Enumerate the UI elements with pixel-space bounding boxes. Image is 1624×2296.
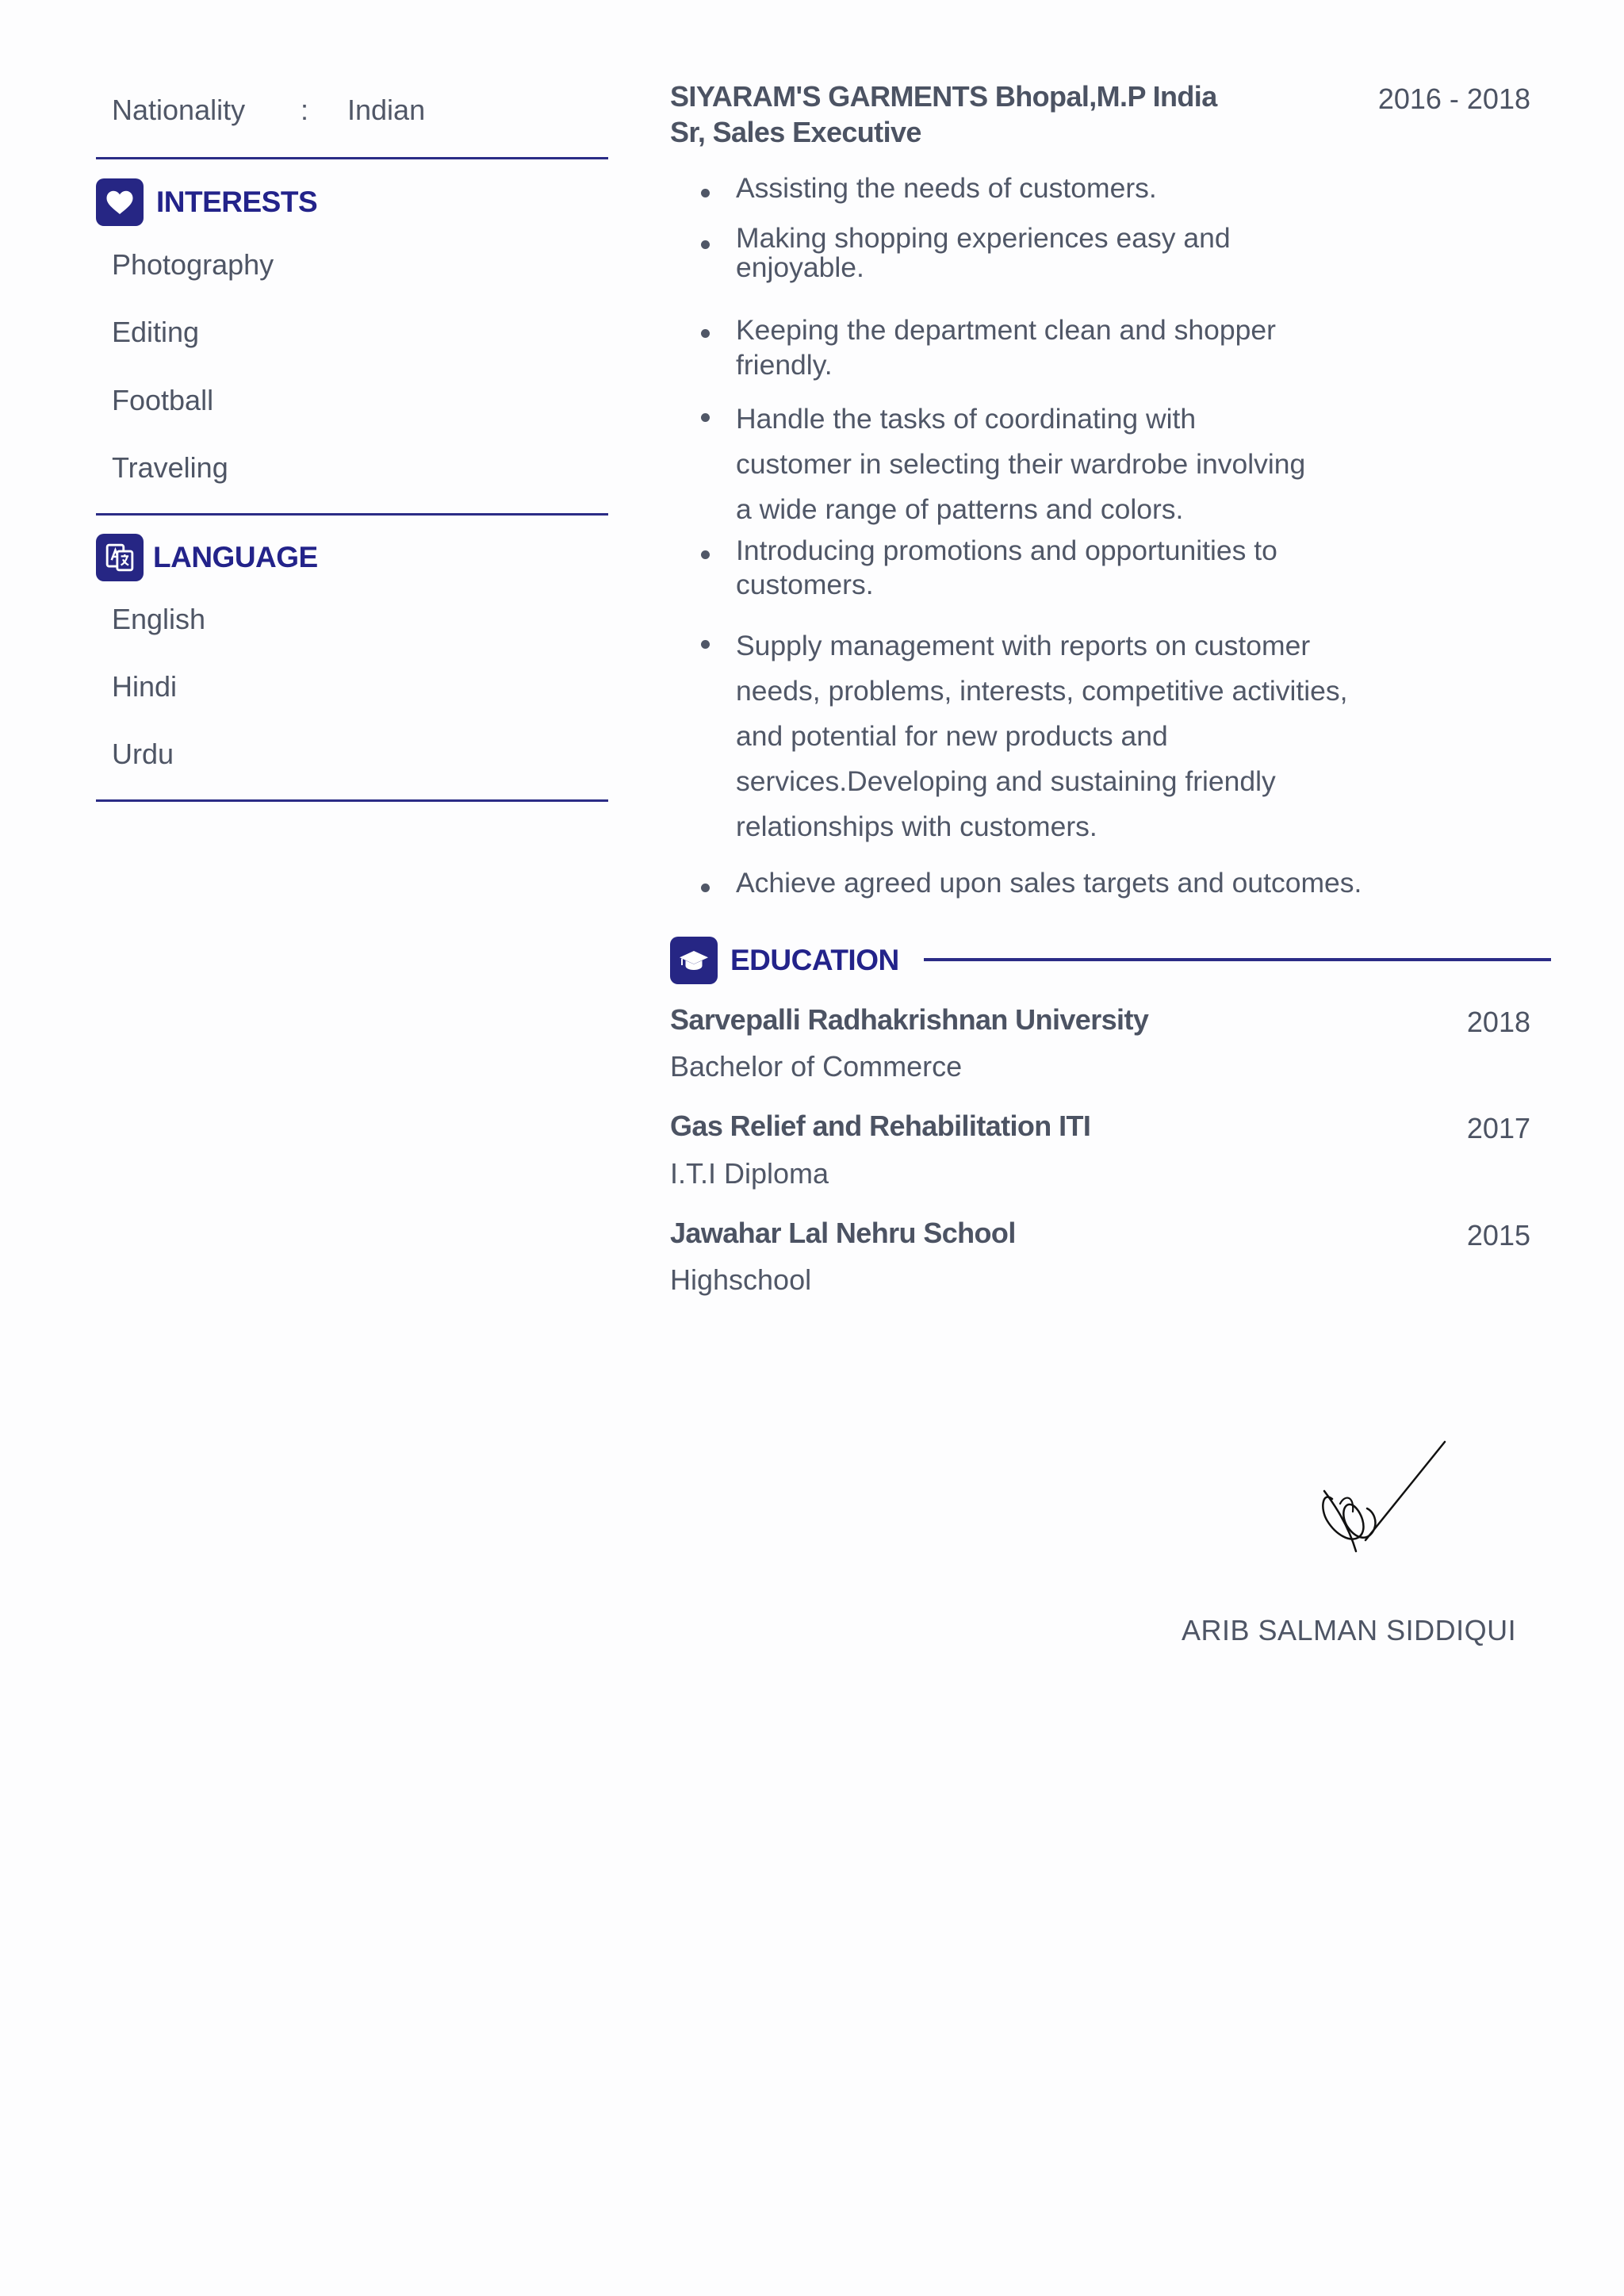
language-heading	[96, 533, 318, 582]
bullet-line: Handle the tasks of coordinating with	[736, 403, 1197, 435]
bullet-line: and potential for new products and	[736, 720, 1168, 752]
education-school: Sarvepalli Radhakrishnan University	[670, 1003, 1149, 1036]
language-title: LANGUAGE	[153, 541, 318, 573]
heart-icon	[96, 178, 144, 226]
bullet-line: Assisting the needs of customers.	[736, 172, 1157, 204]
bullet-line: services.Developing and sustaining friendly	[736, 765, 1276, 797]
experience-bullet	[736, 534, 1386, 602]
bullet-line: Keeping the department clean and shopper	[736, 314, 1276, 346]
experience-bullet	[736, 623, 1386, 849]
experience-bullet	[736, 172, 1386, 205]
experience-dates: 2016 - 2018	[1377, 82, 1530, 115]
bullet-line: Achieve agreed upon sales targets and outcomes.	[736, 867, 1362, 899]
divider	[96, 513, 608, 516]
language-item: Urdu	[112, 738, 174, 770]
bullet-line: needs, problems, interests, competitive activities,	[736, 675, 1348, 707]
signature-image	[1308, 1435, 1451, 1562]
bullet-line: friendly.	[736, 349, 833, 381]
education-title: EDUCATION	[730, 944, 899, 976]
interests-heading	[96, 178, 317, 227]
nationality-value: Indian	[347, 94, 426, 126]
language-item: Hindi	[112, 670, 178, 703]
bullet-line: Introducing promotions and opportunities to	[736, 535, 1277, 566]
interest-item: Editing	[112, 316, 200, 348]
bullet-line: a wide range of patterns and colors.	[736, 493, 1184, 525]
education-school: Gas Relief and Rehabilitation ITI	[670, 1110, 1091, 1142]
education-year: 2018	[1466, 1006, 1530, 1038]
education-degree: I.T.I Diploma	[670, 1157, 829, 1190]
divider	[96, 799, 608, 802]
bullet-line: relationships with customers.	[736, 811, 1097, 842]
education-degree: Bachelor of Commerce	[670, 1050, 963, 1083]
experience-role: Sr, Sales Executive	[670, 116, 921, 148]
signature-name: ARIB SALMAN SIDDIQUI	[1182, 1614, 1517, 1646]
interest-item: Football	[112, 384, 214, 416]
education-heading	[670, 936, 899, 985]
education-year: 2017	[1466, 1112, 1530, 1144]
graduation-cap-icon	[670, 937, 718, 984]
bullet-line: customers.	[736, 569, 874, 600]
bullet-line: Making shopping experiences easy and	[736, 222, 1231, 254]
experience-bullet	[736, 397, 1386, 532]
education-year: 2015	[1466, 1219, 1530, 1251]
nationality-label: Nationality	[112, 94, 246, 126]
bullet-line: enjoyable.	[736, 251, 864, 283]
bullet-line: customer in selecting their wardrobe involving	[736, 448, 1306, 480]
divider	[924, 958, 1551, 961]
education-school: Jawahar Lal Nehru School	[670, 1217, 1016, 1249]
interests-title: INTERESTS	[156, 186, 318, 218]
experience-bullet	[736, 867, 1386, 899]
interest-item: Traveling	[112, 451, 228, 484]
experience-company: SIYARAM'S GARMENTS Bhopal,M.P India	[670, 80, 1217, 113]
interest-item: Photography	[112, 248, 274, 281]
language-item: English	[112, 603, 206, 635]
divider	[96, 157, 608, 159]
experience-bullet	[736, 312, 1386, 382]
experience-bullet	[736, 224, 1386, 282]
bullet-line: Supply management with reports on customer	[736, 630, 1311, 661]
nationality-separator: :	[301, 94, 309, 126]
translate-icon	[96, 534, 144, 581]
education-degree: Highschool	[670, 1263, 812, 1296]
